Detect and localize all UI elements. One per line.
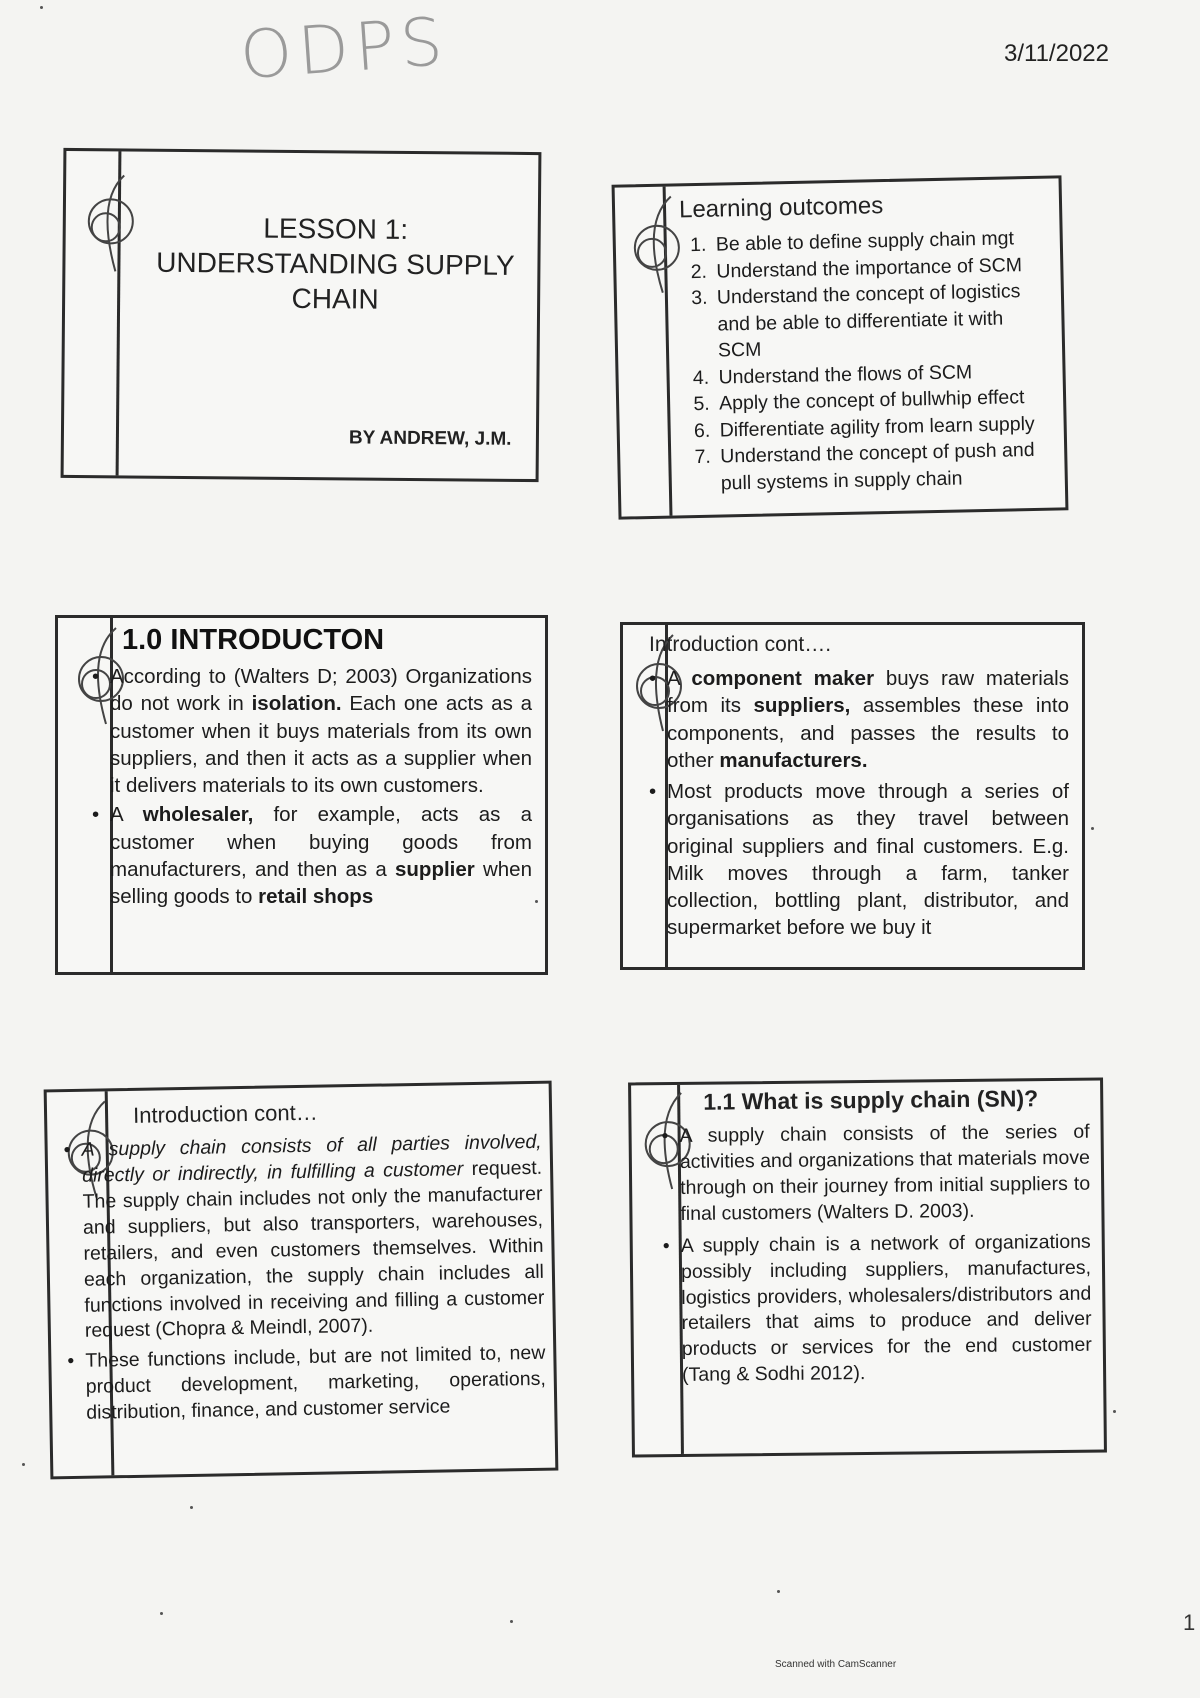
slide-introduction [55,615,548,975]
slide-heading: Learning outcomes [678,192,884,224]
paragraph: • A supply chain consists of all parties involved, directly or indirectly, in fulfilling a customer request. The supply chain includes not only the manufacturer and suppliers, but also transporters, warehouses, retailers, and even customers themselves. Within each organization, the supply chain includes all functions involved in receiving and filling a customer request (Chopra & Meindl, 2007). [63,1130,545,1343]
scanner-watermark: Scanned with CamScanner [775,1659,897,1670]
paragraph: • A wholesaler, for example, acts as a customer when buying goods from manufacturers, and then as a supplier when selling goods to retail shops [92,803,532,908]
slide-heading: Introduction cont… [132,1099,318,1128]
list-item: 3. Understand the concept of logistics and be able to differentiate it with SCM [713,278,1053,365]
slide-heading: Introduction cont…. [649,633,832,656]
swirl-decoration-icon [75,171,146,282]
paragraph: • A supply chain is a network of organizations possibly including suppliers, manufactures, logistics providers, wholesalers/distributors and retailers that aims to produce and deliver products or services for the end customer (Tang & Sodhi 2012). [662,1230,1092,1387]
author-label: BY ANDREW, J.M. [348,427,512,450]
slide-introduction-cont-2 [44,1081,559,1480]
list-item: 1. Be able to define supply chain mgt [712,225,1050,259]
paragraph: • These functions include, but are not limited to, new product development, marketing, operations, distribution, finance, and customer service [67,1342,546,1424]
slide-title [61,148,542,482]
date-label: 3/11/2022 [1004,40,1109,67]
handwritten-initials: ODPS [237,2,451,95]
list-item: 2. Understand the importance of SCM [712,251,1050,285]
list-item: 4. Understand the flows of SCM [714,357,1052,391]
slide-heading: 1.0 INTRODUCTON [122,624,385,656]
slide-learning-outcomes [612,175,1069,519]
page-number: 1 [1183,1610,1196,1635]
list-item: 5. Apply the concept of bullwhip effect [715,384,1053,418]
paragraph: • According to (Walters D; 2003) Organizations do not work in isolation. Each one acts as a customer when it buys materials from its own suppliers, and then it acts as a supplier when it delivers materials to its own customers. [92,665,532,797]
lesson-title: LESSON 1: UNDERSTANDING SUPPLY CHAIN [156,212,515,315]
slide-what-is-supply-chain [628,1078,1107,1458]
list-item: 7. Understand the concept of push and pull systems in supply chain [716,437,1055,497]
paragraph: • A component maker buys raw materials from its suppliers, assembles these into components, and passes the results to other manufacturers. [649,667,1069,772]
list-item: 6. Differentiate agility from learn supply [715,410,1053,444]
outcomes-list [680,225,1055,498]
paragraph: • Most products move through a series of organisations as they travel between original suppliers and final customers. E.g. Milk moves through a farm, tanker collection, bottling plant, distributor, and supermarket before we buy it [649,780,1069,940]
paragraph: • A supply chain consists of the series of activities and organizations that materials move through on their journey from initial suppliers to final customers (Walters D. 2003). [661,1120,1091,1225]
slide-introduction-cont [620,622,1085,970]
slide-heading: 1.1 What is supply chain (SN)? [703,1085,1039,1115]
